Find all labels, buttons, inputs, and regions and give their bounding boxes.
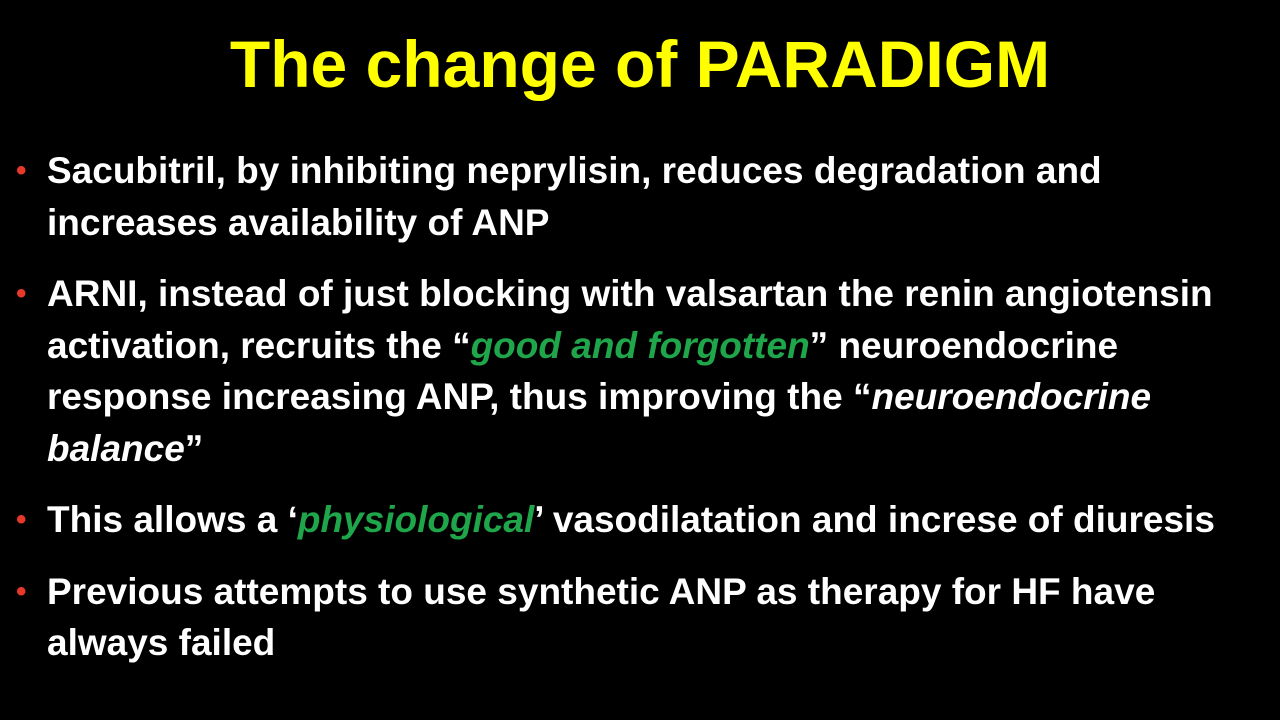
bullet-list [0,145,1280,669]
emphasis-italic: neuroendocrine balance [47,376,1152,469]
bullet-item [0,268,1280,474]
bullet-item [0,494,1280,546]
bullet-text: Sacubitril, by inhibiting neprylisin, reduces degradation and increases availability of ANP [47,150,1102,243]
emphasis-green: physiological [297,499,535,540]
bullet-dot-icon: • [16,154,27,187]
bullet-text: ’ vasodilatation and increse of diuresis [534,499,1215,540]
emphasis-green: good and forgotten [470,324,810,366]
bullet-dot-icon: • [16,277,27,310]
bullet-item [0,145,1280,248]
bullet-dot-icon: • [16,574,27,608]
bullet-text: ” neuroendocrine response increasing ANP, thus improving the “ [47,324,1119,417]
bullet-text: ” [184,427,204,469]
bullet-dot-icon: • [16,503,27,536]
bullet-text: This allows a ‘ [47,499,298,540]
slide-title: The change of PARADIGM [229,27,1051,101]
bullet-text: Previous attempts to use synthetic ANP as therapy for HF have always failed [47,570,1156,663]
bullet-text: ARNI, instead of just blocking with valsartan the renin angiotensin activation, recruits the “ [47,273,1213,366]
bullet-item [0,566,1280,669]
